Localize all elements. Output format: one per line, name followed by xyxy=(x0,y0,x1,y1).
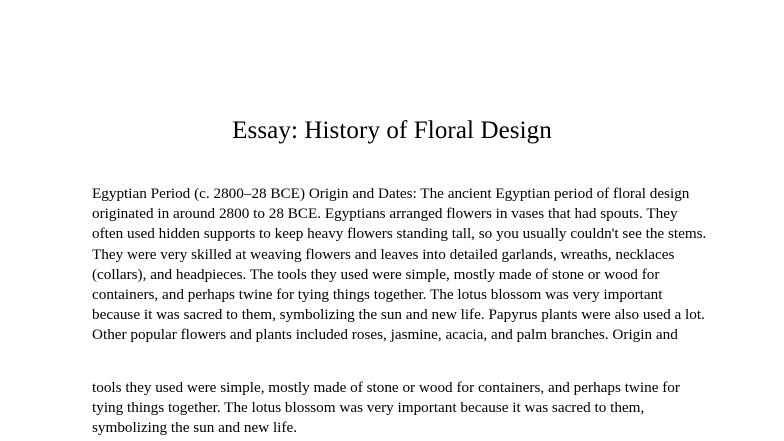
essay-title: Essay: History of Floral Design xyxy=(232,117,552,144)
body-paragraph-egyptian-period: Egyptian Period (c. 2800–28 BCE) Origin and Dates: The ancient Egyptian period of floral design originated in around 2800 to 28 BCE. Egyptians arranged flowers in vases that had spouts. They often used hidden supports to keep heavy flowers standing tall, so you usually couldn't see the stems. They were very skilled at weaving flowers and leaves into detailed garlands, wreaths, necklaces (collars), and headpieces. The tools they used were simple, mostly made of stone or wood for containers, and perhaps twine for tying things together. The lotus blossom was very important because it was sacred to them, symbolizing the sun and new life. Papyrus plants were also used a lot. Other popular flowers and plants included roses, jasmine, acacia, and palm branches. Origin and xyxy=(92,185,707,344)
body-paragraph-continuation: tools they used were simple, mostly made of stone or wood for containers, and perhaps twine for tying things together. The lotus blossom was very important because it was sacred to them, symbolizing the sun and new life. xyxy=(92,379,680,437)
